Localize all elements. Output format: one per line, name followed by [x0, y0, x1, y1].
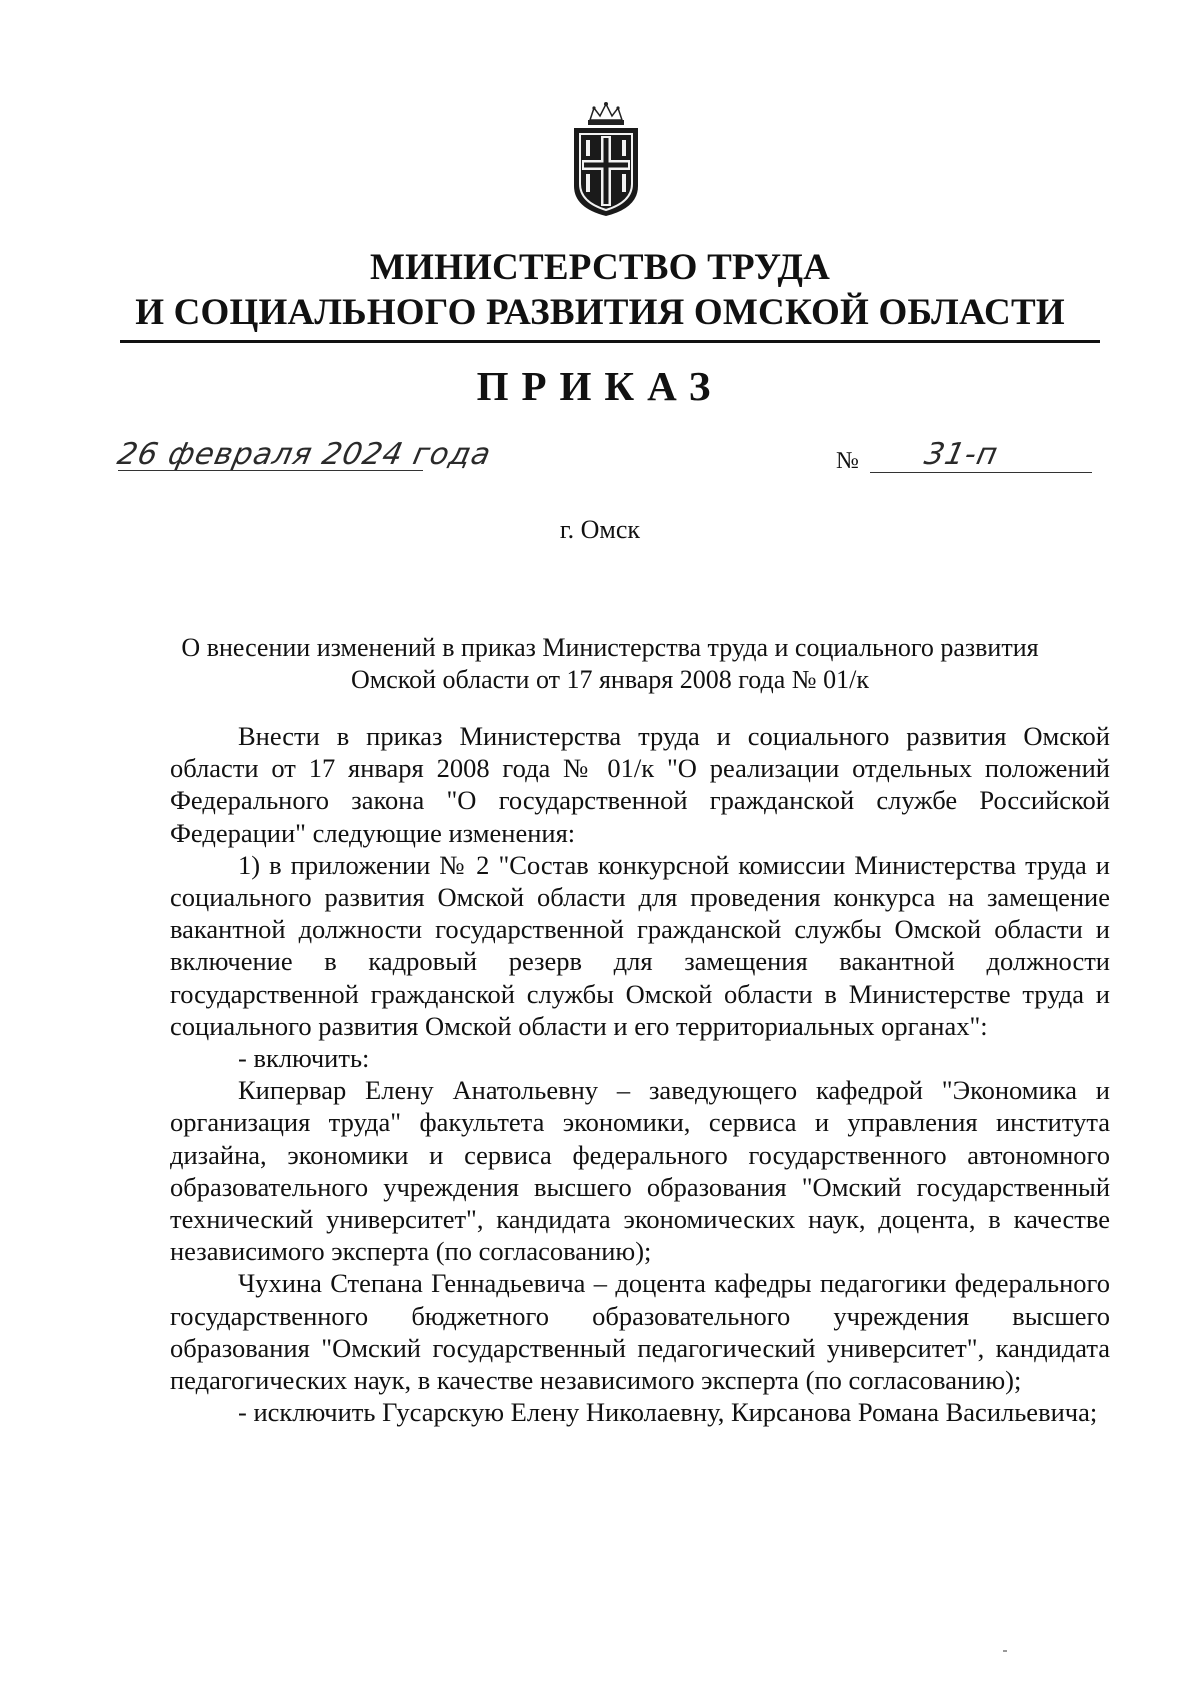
number-underline [870, 472, 1092, 473]
paragraph-intro: Внести в приказ Министерства труда и социального развития Омской области от 17 января 2008 года № 01/к "О реализации отдельных положений Федерального закона "О государственной гражданской службе Российской Федерации" следующие изменения: [170, 721, 1110, 848]
subject-line2: Омской области от 17 января 2008 года № 01/к [351, 665, 869, 694]
handwritten-date: 26 февраля 2024 года [114, 437, 495, 472]
number-label: № [836, 448, 859, 474]
paragraph-exclude: - исключить Гусарскую Елену Николаевну, Кирсанова Романа Васильевича; [238, 1397, 1098, 1428]
paragraph-member-kipervar: Кипервар Елену Анатольевну – заведующего кафедрой "Экономика и организация труда" факультета экономики, сервиса и управления института дизайна, экономики и сервиса федерального государственного автономного образовательного учреждения высшего образования "Омский государственный технический университет", кандидата экономических наук, доцента, в качестве независимого эксперта (по согласованию); [170, 1075, 1110, 1267]
ministry-name-line1: МИНИСТЕРСТВО ТРУДА [369, 247, 831, 288]
header-divider [120, 340, 1100, 343]
ministry-name-line2: И СОЦИАЛЬНОГО РАЗВИТИЯ ОМСКОЙ ОБЛАСТИ [135, 292, 1065, 333]
coat-of-arms-icon [568, 100, 644, 218]
city: г. Омск [559, 515, 641, 544]
subject-line1: О внесении изменений в приказ Министерства труда и социального развития [181, 633, 1039, 662]
scan-speck [1003, 1650, 1007, 1652]
date-underline [118, 470, 423, 471]
document-type-title: ПРИКАЗ [476, 363, 724, 409]
paragraph-member-chukhin: Чухина Степана Геннадьевича – доцента кафедры педагогики федерального государственного бюджетного образовательного учреждения высшего образования "Омский государственный педагогический университет", кандидата педагогических наук, в качестве независимого эксперта (по согласованию); [170, 1268, 1110, 1396]
order-subject [170, 632, 1050, 696]
order-body [170, 720, 1110, 1428]
handwritten-number: 31-п [921, 437, 1002, 472]
paragraph-item-1: 1) в приложении № 2 "Состав конкурсной комиссии Министерства труда и социального развития Омской области для проведения конкурса на замещение вакантной должности государственной гражданской службы Омской области и включение в кадровый резерв для замещения вакантной должности государственной гражданской службы Омской области в Министерстве труда и социального развития Омской области и его территориальных органах": [170, 849, 1110, 1041]
paragraph-include: - включить: [238, 1043, 370, 1074]
